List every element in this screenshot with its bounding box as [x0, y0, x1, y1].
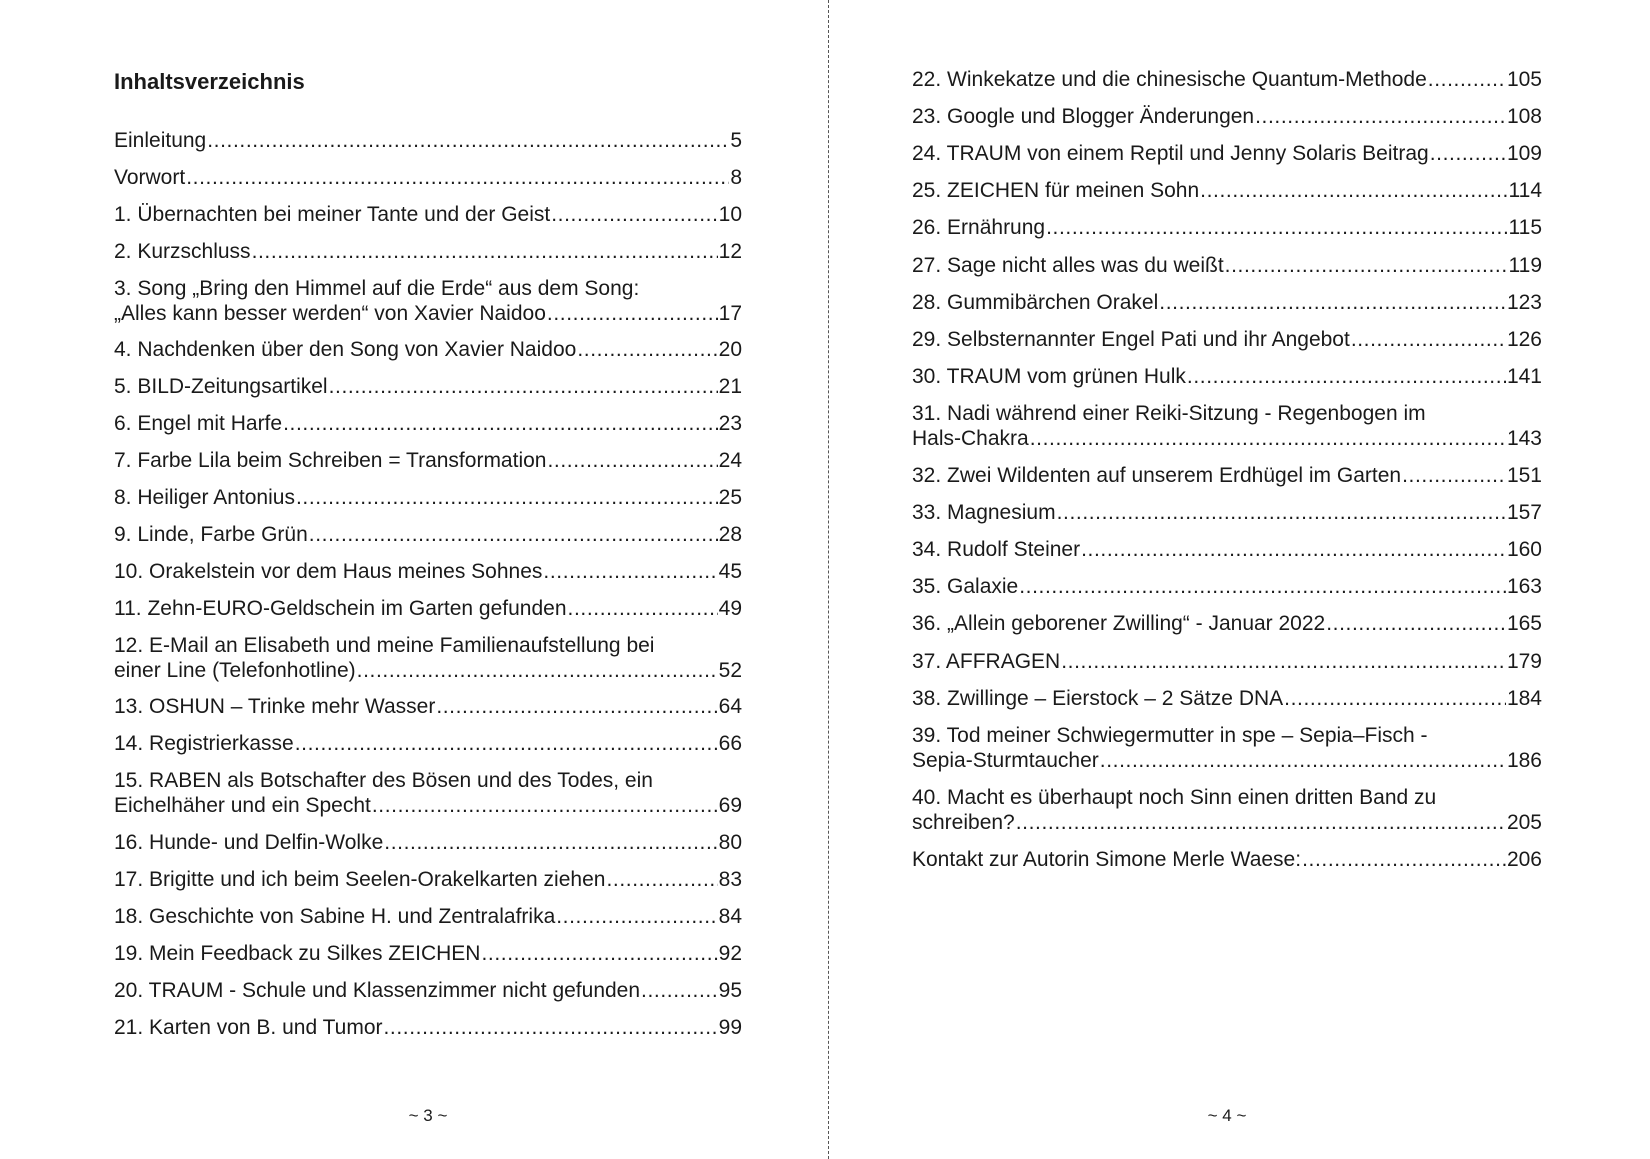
toc-entry-title: 26. Ernährung — [912, 216, 1046, 240]
toc-entry[interactable] — [912, 686, 1542, 711]
toc-entry-page-number: 105 — [1506, 68, 1542, 91]
toc-entry[interactable] — [114, 522, 742, 547]
toc-entry-title: 4. Nachdenken über den Song von Xavier Naidoo — [114, 338, 577, 362]
dot-leader — [384, 830, 717, 855]
toc-entry-page-number: 66 — [718, 732, 742, 756]
dot-leader — [547, 301, 718, 326]
dot-leader — [357, 658, 718, 683]
toc-entry-title: 6. Engel mit Harfe — [114, 412, 283, 436]
toc-entry[interactable] — [912, 253, 1542, 278]
toc-entry-title: schreiben? — [912, 810, 1015, 834]
dot-leader — [543, 559, 717, 584]
toc-entry[interactable] — [912, 104, 1542, 129]
toc-entry[interactable] — [114, 165, 742, 190]
toc-entry[interactable] — [114, 276, 742, 326]
toc-entry-title: Eichelhäher und ein Specht — [114, 794, 371, 818]
toc-entry-title: 28. Gummibärchen Orakel — [912, 290, 1159, 314]
toc-entry-page-number: 157 — [1506, 501, 1542, 525]
toc-entry-page-number: 83 — [718, 867, 742, 891]
toc-entry-title: 11. Zehn-EURO-Geldschein im Garten gefunden — [114, 596, 567, 620]
dot-leader — [384, 1015, 718, 1040]
toc-entry-page-number: 95 — [718, 978, 742, 1002]
toc-entry-page-number: 184 — [1506, 686, 1542, 710]
toc-entry-title-line: 15. RABEN als Botschafter des Bösen und des Todes, ein — [114, 769, 653, 793]
toc-entry-title: 19. Mein Feedback zu Silkes ZEICHEN — [114, 941, 481, 965]
dot-leader — [1428, 67, 1506, 92]
dot-leader — [1351, 327, 1506, 352]
dot-leader — [1402, 463, 1506, 488]
toc-entry-title: 35. Galaxie — [912, 575, 1019, 599]
toc-entry-page-number: 8 — [730, 165, 742, 189]
toc-entry-page-number: 160 — [1506, 538, 1542, 562]
dot-leader — [1430, 141, 1506, 166]
toc-entry-page-number: 28 — [718, 522, 742, 546]
toc-entry-page-number: 114 — [1508, 179, 1542, 203]
toc-entry-title: 21. Karten von B. und Tumor — [114, 1015, 383, 1039]
toc-entry-page-number: 24 — [718, 449, 742, 473]
toc-entry-title: 38. Zwillinge – Eierstock – 2 Sätze DNA — [912, 686, 1284, 710]
toc-entry[interactable] — [912, 611, 1542, 636]
dot-leader — [1200, 178, 1507, 203]
toc-entry-title-line: 3. Song „Bring den Himmel auf die Erde“ aus dem Song: — [114, 276, 640, 300]
toc-entry[interactable] — [912, 67, 1542, 92]
toc-entry-title: einer Line (Telefonhotline) — [114, 658, 356, 682]
toc-entry-title: 32. Zwei Wildenten auf unserem Erdhügel im Garten — [912, 464, 1402, 487]
toc-entry-page-number: 141 — [1506, 364, 1542, 388]
toc-entry[interactable] — [114, 1015, 742, 1040]
dot-leader — [547, 448, 717, 473]
dot-leader — [1081, 537, 1506, 562]
dot-leader — [1255, 104, 1506, 129]
dot-leader — [372, 793, 718, 818]
toc-entry[interactable] — [114, 731, 742, 756]
page-divider — [828, 0, 829, 1159]
dot-leader — [1019, 574, 1506, 599]
dot-leader — [309, 522, 718, 547]
toc-entry-title: 33. Magnesium — [912, 501, 1056, 525]
toc-entry[interactable] — [114, 128, 742, 153]
toc-entry[interactable] — [114, 768, 742, 818]
toc-entry-page-number: 99 — [718, 1015, 742, 1039]
toc-entry-title: 8. Heiliger Antonius — [114, 486, 295, 509]
dot-leader — [283, 411, 718, 436]
toc-entry-page-number: 80 — [718, 831, 742, 854]
toc-entry-title: 14. Registrierkasse — [114, 732, 294, 756]
toc-entry-page-number: 163 — [1506, 575, 1542, 599]
toc-entry[interactable] — [912, 327, 1542, 352]
toc-entry[interactable] — [114, 374, 742, 399]
toc-entry-page-number: 10 — [718, 202, 742, 226]
dot-leader — [577, 337, 717, 362]
toc-entry-page-number: 5 — [730, 129, 742, 152]
toc-entry[interactable] — [114, 633, 742, 683]
dot-leader — [1187, 364, 1506, 389]
dot-leader — [436, 694, 717, 719]
dot-leader — [1016, 810, 1506, 835]
toc-entry-title-line: 31. Nadi während einer Reiki-Sitzung - Regenbogen im — [912, 401, 1426, 425]
toc-entry[interactable] — [912, 178, 1542, 203]
toc-entry[interactable] — [114, 904, 742, 929]
dot-leader — [252, 239, 718, 264]
toc-entry-title: Sepia-Sturmtaucher — [912, 748, 1099, 772]
toc-entry-page-number: 165 — [1506, 612, 1542, 636]
dot-leader — [1159, 290, 1506, 315]
toc-entry-title: 16. Hunde- und Delfin-Wolke — [114, 831, 384, 854]
toc-entry-title: 34. Rudolf Steiner — [912, 538, 1081, 562]
toc-entry-page-number: 52 — [718, 658, 742, 682]
toc-entry-title: 10. Orakelstein vor dem Haus meines Sohnes — [114, 559, 543, 583]
toc-entry-title: 1. Übernachten bei meiner Tante und der Geist — [114, 202, 551, 226]
toc-entry-title: 22. Winkekatze und die chinesische Quantum-Methode — [912, 68, 1427, 91]
dot-leader — [207, 128, 729, 153]
toc-entry[interactable] — [114, 867, 742, 892]
toc-entry-title: 24. TRAUM von einem Reptil und Jenny Solaris Beitrag — [912, 142, 1429, 166]
toc-entry-title: 25. ZEICHEN für meinen Sohn — [912, 179, 1200, 203]
toc-entry[interactable] — [912, 364, 1542, 389]
toc-entry[interactable] — [912, 537, 1542, 562]
toc-entry-page-number: 25 — [718, 486, 742, 509]
toc-entry-page-number: 84 — [718, 904, 742, 928]
dot-leader — [1100, 748, 1506, 773]
dot-leader — [606, 867, 717, 892]
toc-entry[interactable] — [912, 141, 1542, 166]
left-page — [114, 0, 742, 1159]
toc-entry-page-number: 109 — [1506, 142, 1542, 166]
toc-entry-title: 9. Linde, Farbe Grün — [114, 522, 308, 546]
toc-entry[interactable] — [912, 500, 1542, 525]
dot-leader — [1061, 649, 1506, 674]
toc-entry[interactable] — [114, 448, 742, 473]
toc-entry-title: 27. Sage nicht alles was du weißt — [912, 253, 1224, 277]
toc-entry[interactable] — [912, 401, 1542, 451]
toc-entry-page-number: 45 — [718, 559, 742, 583]
toc-entry-title: 13. OSHUN – Trinke mehr Wasser — [114, 695, 436, 719]
toc-entry-page-number: 205 — [1506, 810, 1542, 834]
toc-entry-title: Kontakt zur Autorin Simone Merle Waese: — [912, 847, 1302, 871]
dot-leader — [1057, 500, 1506, 525]
toc-entry[interactable] — [114, 559, 742, 584]
toc-entry-title: 17. Brigitte und ich beim Seelen-Orakelkarten ziehen — [114, 867, 606, 891]
toc-entry[interactable] — [114, 694, 742, 719]
page-number-footer: ~ 4 ~ — [1207, 1106, 1247, 1125]
toc-entry[interactable] — [114, 202, 742, 227]
toc-entry-title-line: 40. Macht es überhaupt noch Sinn einen dritten Band zu — [912, 785, 1437, 809]
toc-entry[interactable] — [912, 723, 1542, 773]
toc-entry-page-number: 119 — [1508, 253, 1542, 277]
toc-entry-page-number: 69 — [718, 794, 742, 818]
toc-entry-title: 2. Kurzschluss — [114, 239, 251, 263]
page-number-footer: ~ 3 ~ — [408, 1106, 448, 1125]
toc-entry[interactable] — [114, 337, 742, 362]
toc-entry-page-number: 179 — [1506, 649, 1542, 673]
toc-entry-title: 20. TRAUM - Schule und Klassenzimmer nicht gefunden — [114, 978, 641, 1002]
dot-leader — [568, 596, 718, 621]
toc-entry-page-number: 206 — [1506, 847, 1542, 871]
toc-entry-page-number: 186 — [1506, 748, 1542, 772]
toc-heading: Inhaltsverzeichnis — [114, 69, 305, 94]
toc-entry-title: 18. Geschichte von Sabine H. und Zentralafrika — [114, 904, 556, 928]
toc-entry-page-number: 115 — [1508, 216, 1542, 240]
toc-entry-page-number: 20 — [718, 338, 742, 362]
toc-entry[interactable] — [114, 978, 742, 1003]
toc-entry[interactable] — [114, 830, 742, 855]
toc-entry[interactable] — [114, 411, 742, 436]
toc-entry-page-number: 151 — [1506, 464, 1542, 487]
toc-entry-page-number: 12 — [718, 239, 742, 263]
toc-entry-title: Einleitung — [114, 129, 207, 152]
dot-leader — [641, 978, 718, 1003]
toc-entry[interactable] — [114, 485, 742, 510]
toc-entry-title: Vorwort — [114, 165, 186, 189]
dot-leader — [481, 941, 717, 966]
toc-entry-title: 36. „Allein geborener Zwilling“ - Januar 2022 — [912, 612, 1326, 636]
dot-leader — [186, 165, 729, 190]
toc-entry-page-number: 92 — [718, 941, 742, 965]
dot-leader — [556, 904, 717, 929]
dot-leader — [1030, 426, 1506, 451]
toc-entry-page-number: 17 — [718, 301, 742, 325]
toc-entry-page-number: 126 — [1506, 327, 1542, 351]
toc-entry[interactable] — [912, 847, 1542, 872]
toc-entry[interactable] — [912, 574, 1542, 599]
toc-entry-title: Hals-Chakra — [912, 426, 1029, 450]
toc-entry-title: 29. Selbsternannter Engel Pati und ihr Angebot — [912, 327, 1350, 351]
dot-leader — [1302, 847, 1506, 872]
toc-entry[interactable] — [912, 215, 1542, 240]
toc-entry-title-line: 12. E-Mail an Elisabeth und meine Familienaufstellung bei — [114, 633, 655, 657]
right-page — [912, 0, 1542, 1159]
toc-entry-page-number: 64 — [718, 695, 742, 719]
toc-entry[interactable] — [114, 941, 742, 966]
toc-entry[interactable] — [114, 596, 742, 621]
toc-entry-title-line: 39. Tod meiner Schwiegermutter in spe – Sepia–Fisch - — [912, 723, 1428, 747]
dot-leader — [1284, 686, 1506, 711]
toc-entry[interactable] — [912, 463, 1542, 488]
toc-entry-page-number: 49 — [718, 596, 742, 620]
toc-entry[interactable] — [912, 290, 1542, 315]
toc-entry-title: 23. Google und Blogger Änderungen — [912, 105, 1255, 129]
dot-leader — [1046, 215, 1507, 240]
dot-leader — [551, 202, 717, 227]
toc-entry-title: „Alles kann besser werden“ von Xavier Naidoo — [114, 301, 546, 325]
toc-entry[interactable] — [114, 239, 742, 264]
toc-entry[interactable] — [912, 785, 1542, 835]
dot-leader — [296, 485, 718, 510]
toc-entry-title: 5. BILD-Zeitungsartikel — [114, 375, 328, 399]
toc-entry-page-number: 23 — [718, 412, 742, 436]
toc-entry-title: 37. AFFRAGEN — [912, 649, 1061, 673]
toc-entry-page-number: 108 — [1506, 105, 1542, 129]
dot-leader — [329, 374, 718, 399]
toc-entry-page-number: 143 — [1506, 426, 1542, 450]
dot-leader — [1326, 611, 1506, 636]
toc-entry-title: 7. Farbe Lila beim Schreiben = Transformation — [114, 449, 547, 473]
toc-entry[interactable] — [912, 649, 1542, 674]
toc-entry-page-number: 123 — [1506, 290, 1542, 314]
dot-leader — [295, 731, 718, 756]
dot-leader — [1225, 253, 1508, 278]
toc-entry-page-number: 21 — [718, 375, 742, 399]
toc-entry-title: 30. TRAUM vom grünen Hulk — [912, 364, 1186, 388]
